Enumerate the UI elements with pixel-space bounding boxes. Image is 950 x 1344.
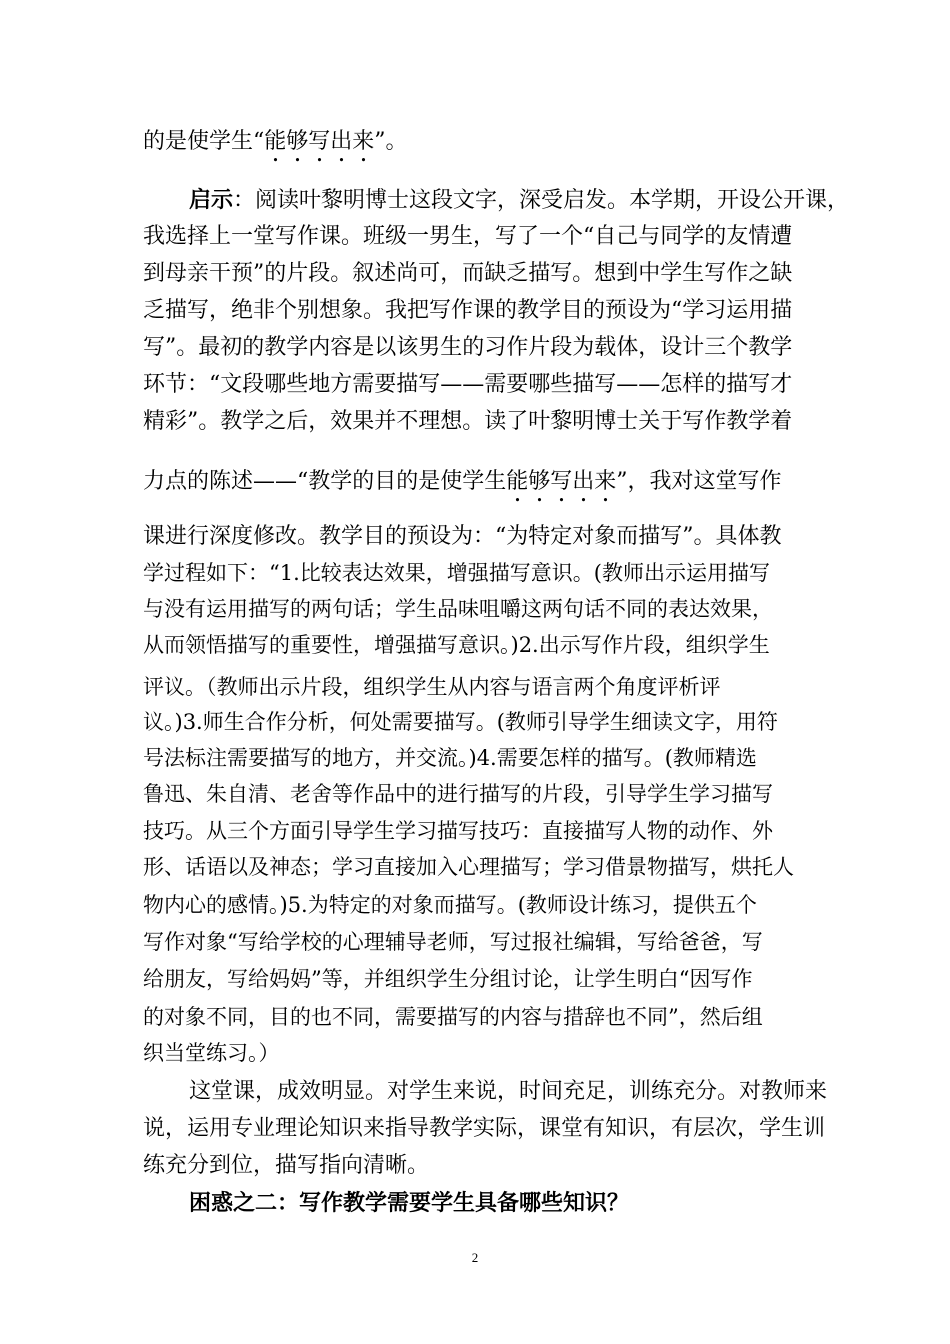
paragraph-line: 从而领悟描写的重要性，增强描写意识。)2.出示写作片段，组织学生 [143, 633, 770, 657]
paragraph-line [143, 127, 408, 167]
paragraph-line: 形、话语以及神态；学习直接加入心理描写；学习借景物描写，烘托人 [143, 855, 794, 879]
paragraph-line: 学过程如下：“1.比较表达效果，增强描写意识。(教师出示运用描写 [143, 561, 770, 585]
paragraph-line: 与没有运用描写的两句话；学生品味咀嚼这两句话不同的表达效果， [143, 597, 773, 621]
text-run: 的是使学生“ [143, 129, 265, 154]
paragraph-line: 这堂课，成效明显。对学生来说，时间充足，训练充分。对教师来 [189, 1079, 828, 1104]
paragraph-line: 织当堂练习。） [143, 1041, 280, 1065]
paragraph-line: 说，运用专业理论知识来指导教学实际，课堂有知识，有层次，学生训 [143, 1116, 826, 1141]
paragraph-line: 环节：“文段哪些地方需要描写——需要哪些描写——怎样的描写才 [143, 372, 793, 397]
section-label: 启示 [189, 187, 234, 213]
paragraph-line: 到母亲干预”的片段。叙述尚可，而缺乏描写。想到中学生写作之缺 [143, 261, 793, 286]
paragraph-line: 技巧。从三个方面引导学生学习描写技巧：直接描写人物的动作、外 [143, 819, 773, 843]
section-heading: 困惑之二：写作教学需要学生具备哪些知识？ [189, 1190, 630, 1216]
paragraph-line: 练充分到位，描写指向清晰。 [143, 1153, 430, 1178]
paragraph-line: 精彩”。教学之后，效果并不理想。读了叶黎明博士关于写作教学着 [143, 409, 793, 434]
paragraph-line: 的对象不同，目的也不同，需要描写的内容与措辞也不同”，然后组 [143, 1005, 763, 1029]
text-run: ”，我对这堂写作 [616, 469, 782, 494]
paragraph-line [143, 467, 782, 507]
emphasized-text: 能够写出来 [506, 469, 617, 494]
paragraph-line: 号法标注需要描写的地方，并交流。)4.需要怎样的描写。(教师精选 [143, 746, 757, 770]
paragraph-line: 乏描写，绝非个别想象。我把写作课的教学目的预设为“学习运用描 [143, 298, 793, 323]
paragraph-line: 写”。最初的教学内容是以该男生的习作片段为载体，设计三个教学 [143, 335, 793, 360]
emphasized-text: 能够写出来 [264, 129, 375, 154]
paragraph-line: 写作对象“写给学校的心理辅导老师，写过报社编辑，写给爸爸，写 [143, 930, 763, 954]
text-run: ：阅读叶黎明博士这段文字，深受启发。本学期，开设公开课， [233, 188, 850, 213]
paragraph-line: 我选择上一堂写作课。班级一男生，写了一个“自己与同学的友情遭 [143, 224, 793, 249]
paragraph-line: 课进行深度修改。教学目的预设为：“为特定对象而描写”。具体教 [143, 524, 782, 549]
paragraph-line [189, 185, 849, 216]
paragraph-line: 评议。（教师出示片段，组织学生从内容与语言两个角度评析评 [143, 675, 721, 699]
paragraph-line: 物内心的感情。)5.为特定的对象而描写。(教师设计练习，提供五个 [143, 893, 757, 917]
paragraph-line: 给朋友，写给妈妈”等，并组织学生分组讨论，让学生明白“因写作 [143, 967, 753, 991]
page-number: 2 [471, 1250, 479, 1265]
paragraph-line: 鲁迅、朱自清、老舍等作品中的进行描写的片段，引导学生学习描写 [143, 782, 773, 806]
text-run: 力点的陈述——“教学的目的是使学生 [143, 469, 507, 494]
paragraph-line: 议。)3.师生合作分析，何处需要描写。(教师引导学生细读文字，用符 [143, 710, 778, 734]
text-run: ”。 [374, 129, 408, 154]
